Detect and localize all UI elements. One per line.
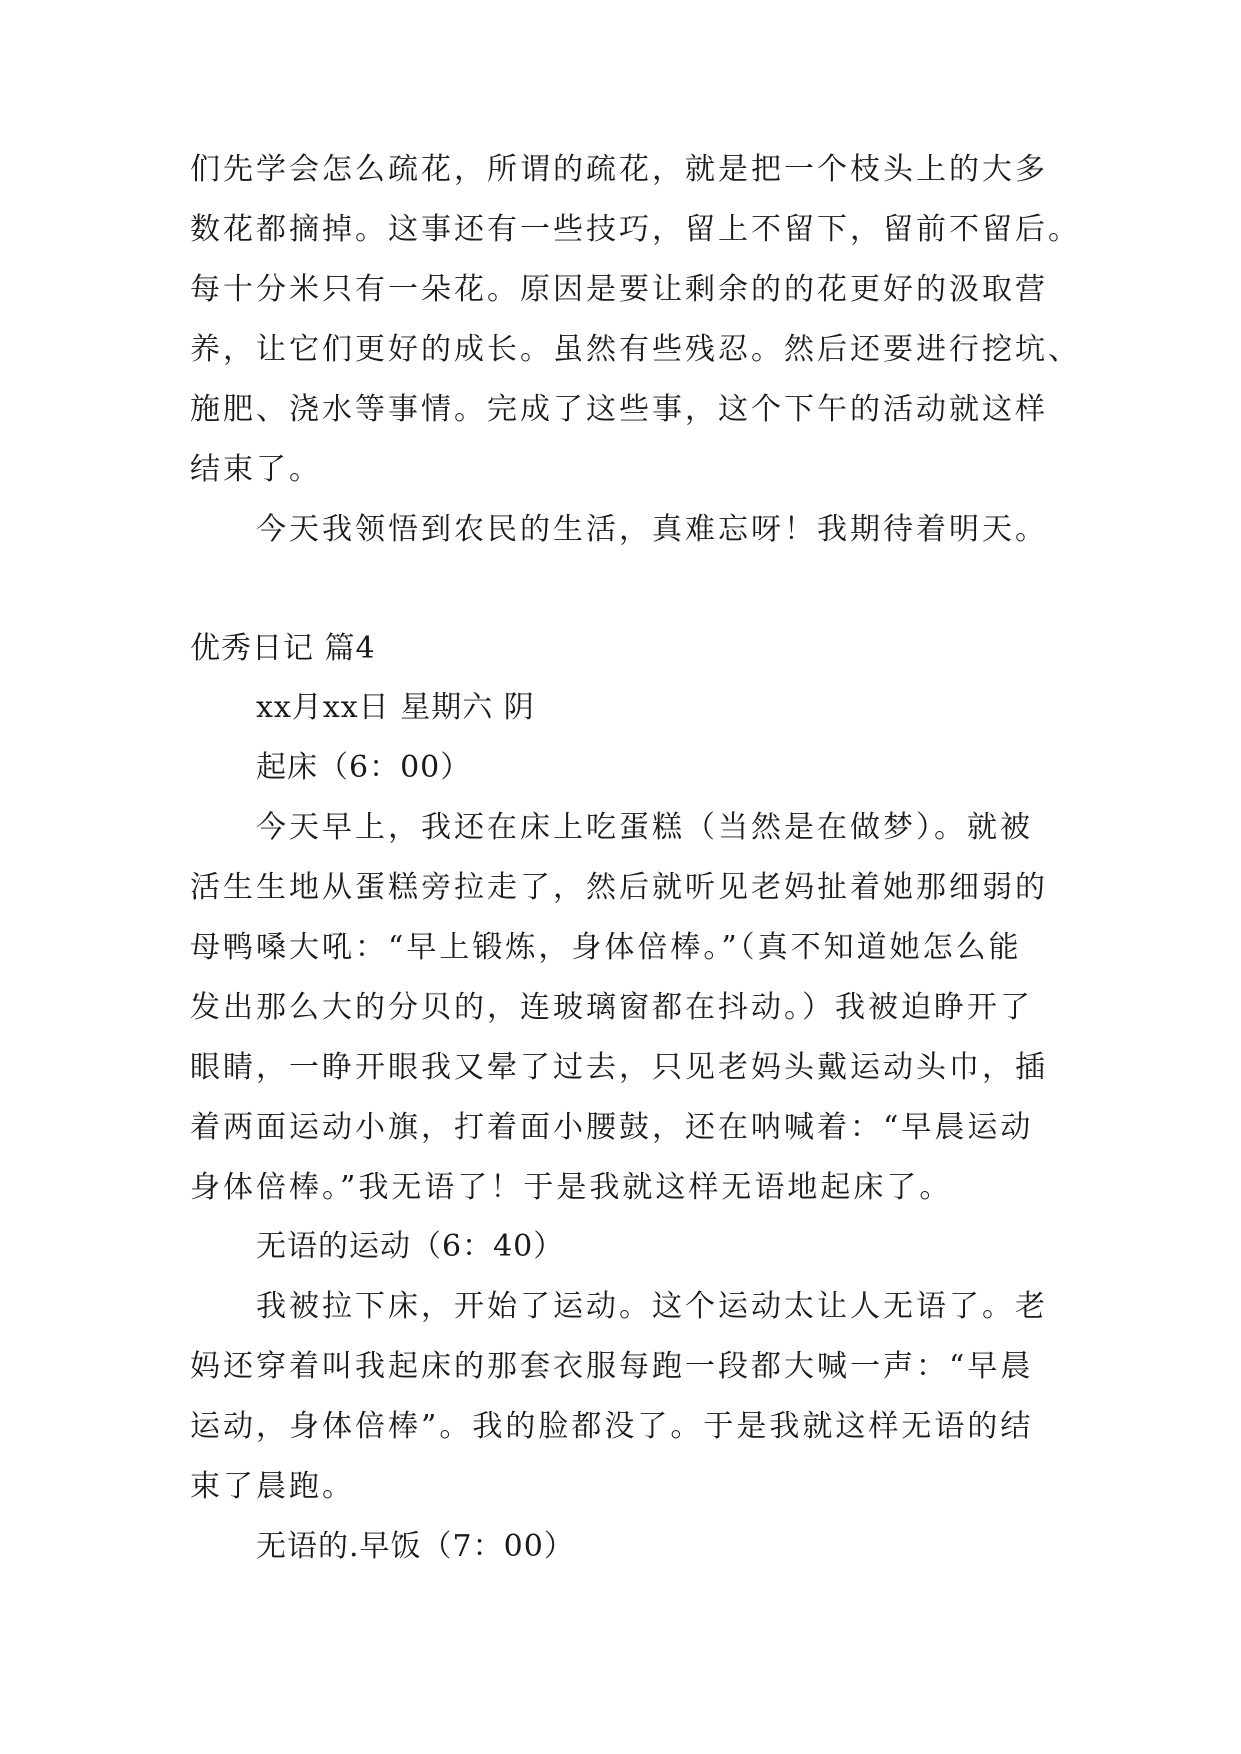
subtitle-exercise: 无语的运动（6：40） bbox=[256, 1229, 565, 1264]
paragraph-4-line-3: 运动，身体倍棒”。我的脸都没了。于是我就这样无语的结 bbox=[190, 1409, 1034, 1444]
date-line: xx月xx日 星期六 阴 bbox=[256, 690, 535, 725]
paragraph-3-line-3: 母鸭嗓大吼：“早上锻炼，身体倍棒。”（真不知道她怎么能 bbox=[190, 930, 1022, 965]
paragraph-1-line-2: 数花都摘掉。这事还有一些技巧，留上不留下，留前不留后。 bbox=[190, 212, 1081, 247]
paragraph-3-line-4: 发出那么大的分贝的，连玻璃窗都在抖动。）我被迫睁开了 bbox=[190, 990, 1033, 1025]
paragraph-3-line-1: 今天早上，我还在床上吃蛋糕（当然是在做梦）。就被 bbox=[256, 810, 1033, 845]
subtitle-wake-up: 起床（6：00） bbox=[256, 750, 472, 785]
section-title: 优秀日记 篇4 bbox=[190, 631, 376, 666]
paragraph-4-line-2: 妈还穿着叫我起床的那套衣服每跑一段都大喊一声：“早晨 bbox=[190, 1349, 1034, 1384]
paragraph-4-line-1: 我被拉下床，开始了运动。这个运动太让人无语了。老 bbox=[256, 1289, 1048, 1324]
subtitle-breakfast: 无语的.早饭（7：00） bbox=[256, 1529, 575, 1564]
paragraph-3-line-6: 着两面运动小旗，打着面小腰鼓，还在呐喊着：“早晨运动 bbox=[190, 1110, 1034, 1145]
paragraph-1-line-3: 每十分米只有一朵花。原因是要让剩余的的花更好的汲取营 bbox=[190, 272, 1048, 307]
paragraph-1-line-6: 结束了。 bbox=[190, 452, 322, 487]
paragraph-4-line-4: 束了晨跑。 bbox=[190, 1469, 355, 1504]
paragraph-3-line-2: 活生生地从蛋糕旁拉走了，然后就听见老妈扯着她那细弱的 bbox=[190, 870, 1048, 905]
paragraph-1-line-5: 施肥、浇水等事情。完成了这些事，这个下午的活动就这样 bbox=[190, 392, 1048, 427]
paragraph-3-line-5: 眼睛，一睁开眼我又晕了过去，只见老妈头戴运动头巾，插 bbox=[190, 1050, 1048, 1085]
paragraph-2: 今天我领悟到农民的生活，真难忘呀！我期待着明天。 bbox=[256, 512, 1048, 547]
paragraph-1-line-4: 养，让它们更好的成长。虽然有些残忍。然后还要进行挖坑、 bbox=[190, 332, 1081, 367]
paragraph-3-line-7: 身体倍棒。”我无语了！于是我就这样无语地起床了。 bbox=[190, 1170, 953, 1205]
paragraph-1-line-1: 们先学会怎么疏花，所谓的疏花，就是把一个枝头上的大多 bbox=[190, 152, 1048, 187]
